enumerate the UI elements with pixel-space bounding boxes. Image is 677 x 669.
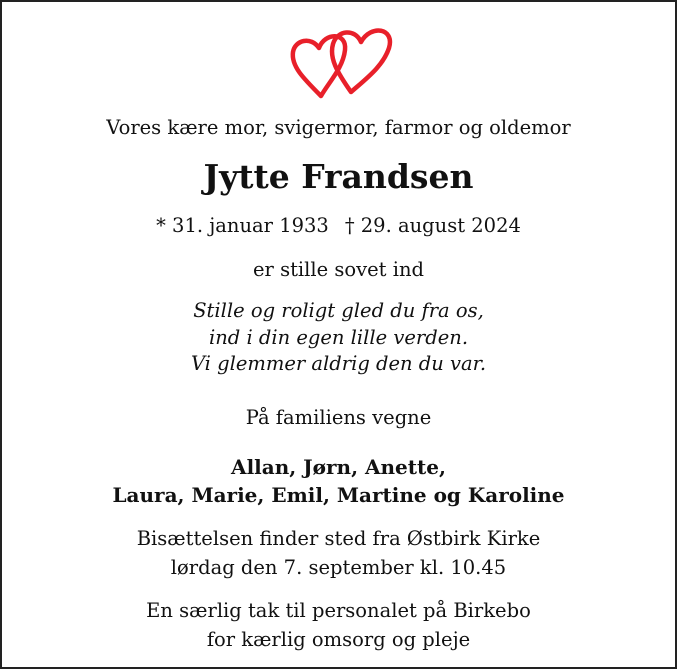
poem bbox=[2, 298, 675, 378]
death-date: † 29. august 2024 bbox=[344, 214, 521, 237]
thanks-line: En særlig tak til personalet på Birkebo bbox=[146, 599, 531, 622]
dates-line bbox=[2, 213, 675, 239]
on-behalf-text: På familiens vegne bbox=[245, 406, 432, 429]
thanks-text bbox=[2, 596, 675, 654]
sleep-text: er stille sovet ind bbox=[253, 258, 424, 281]
family-line: Allan, Jørn, Anette, bbox=[231, 455, 446, 479]
birth-date: * 31. januar 1933 bbox=[156, 214, 329, 237]
intro-text: Vores kære mor, svigermor, farmor og oldemor bbox=[106, 116, 571, 139]
poem-line: ind i din egen lille verden. bbox=[208, 325, 469, 349]
family-line: Laura, Marie, Emil, Martine og Karoline bbox=[112, 482, 565, 507]
service-line: lørdag den 7. september kl. 10.45 bbox=[170, 556, 507, 579]
poem-line: Stille og roligt gled du fra os, bbox=[193, 299, 484, 322]
thanks-line: for kærlig omsorg og pleje bbox=[206, 628, 471, 651]
two-hearts-icon bbox=[287, 20, 395, 100]
poem-line: Vi glemmer aldrig den du var. bbox=[190, 352, 487, 375]
family-names bbox=[2, 454, 675, 509]
service-line: Bisættelsen finder sted fra Østbirk Kirke bbox=[136, 527, 541, 550]
deceased-name: Jytte Frandsen bbox=[203, 157, 474, 196]
service-info bbox=[2, 524, 675, 582]
